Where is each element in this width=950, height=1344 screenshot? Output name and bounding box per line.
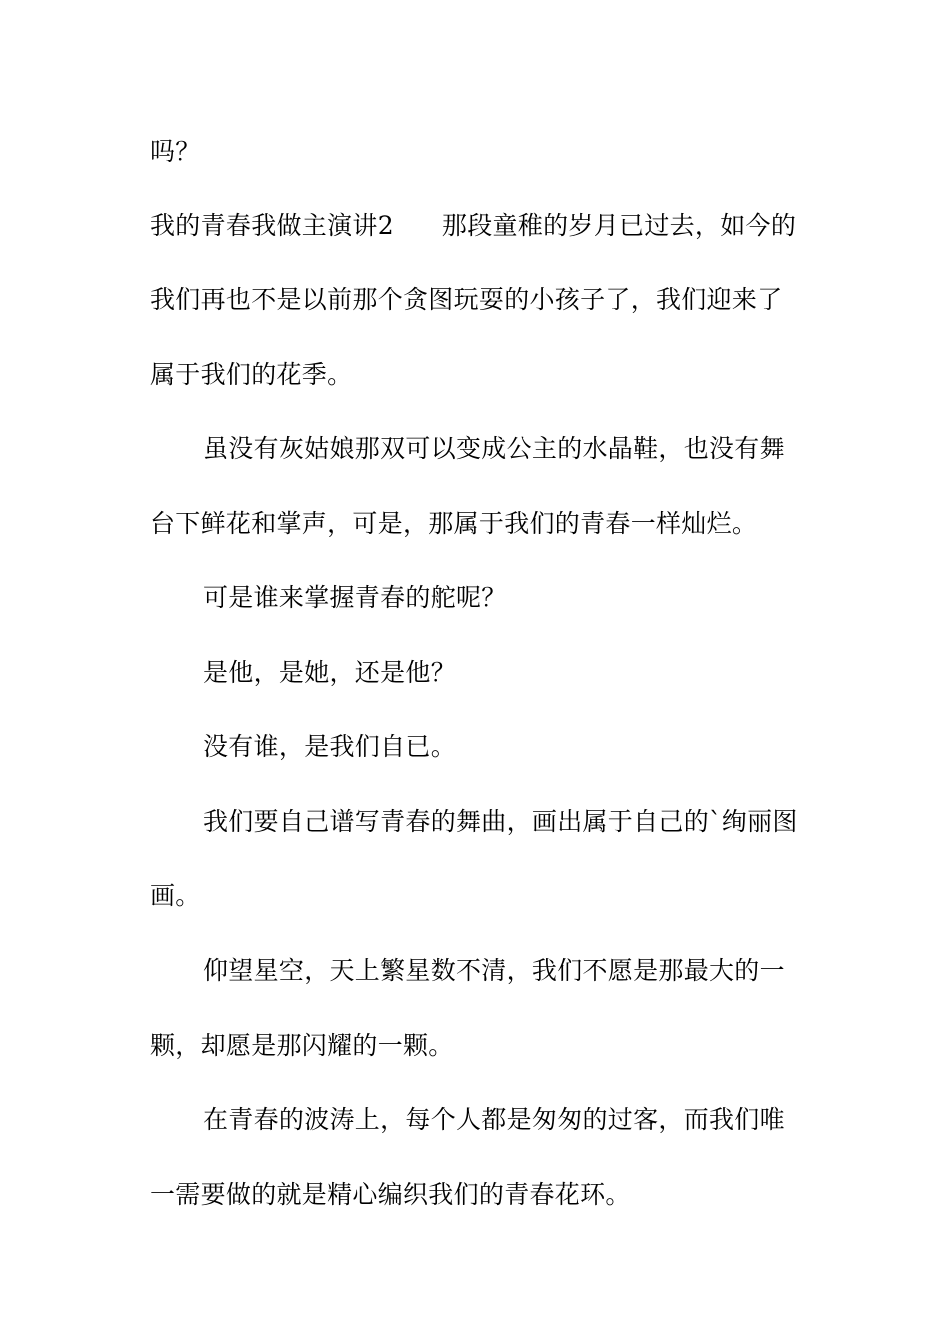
text-line: 画。 <box>150 881 201 910</box>
paragraph-line: 没有谁，是我们自已。 <box>203 732 457 761</box>
paragraph-start: 那段童稚的岁月已过去，如今的 <box>441 211 797 240</box>
paragraph-line: 虽没有灰姑娘那双可以变成公主的水晶鞋，也没有舞 <box>203 434 785 463</box>
text-line: 我们再也不是以前那个贪图玩耍的小孩子了，我们迎来了 <box>150 285 783 314</box>
paragraph-line: 在青春的波涛上，每个人都是匆匆的过客，而我们唯 <box>203 1105 785 1134</box>
section-title: 我的青春我做主演讲2 <box>150 211 394 240</box>
text-line-continuation: 吗？ <box>150 137 201 166</box>
paragraph-line: 可是谁来掌握青春的舵呢？ <box>203 583 507 612</box>
paragraph-line: 我们要自己谱写青春的舞曲，画出属于自己的`绚丽图 <box>203 807 798 836</box>
text-line: 一需要做的就是精心编织我们的青春花环。 <box>150 1180 631 1209</box>
text-line: 属于我们的花季。 <box>150 360 353 389</box>
paragraph-line: 是他，是她，还是他？ <box>203 658 457 687</box>
text-line-title <box>150 211 796 241</box>
paragraph-line: 仰望星空，天上繁星数不清，我们不愿是那最大的一 <box>203 956 785 985</box>
text-line: 台下鲜花和掌声，可是，那属于我们的青春一样灿烂。 <box>150 509 758 538</box>
text-line: 颗，却愿是那闪耀的一颗。 <box>150 1031 454 1060</box>
